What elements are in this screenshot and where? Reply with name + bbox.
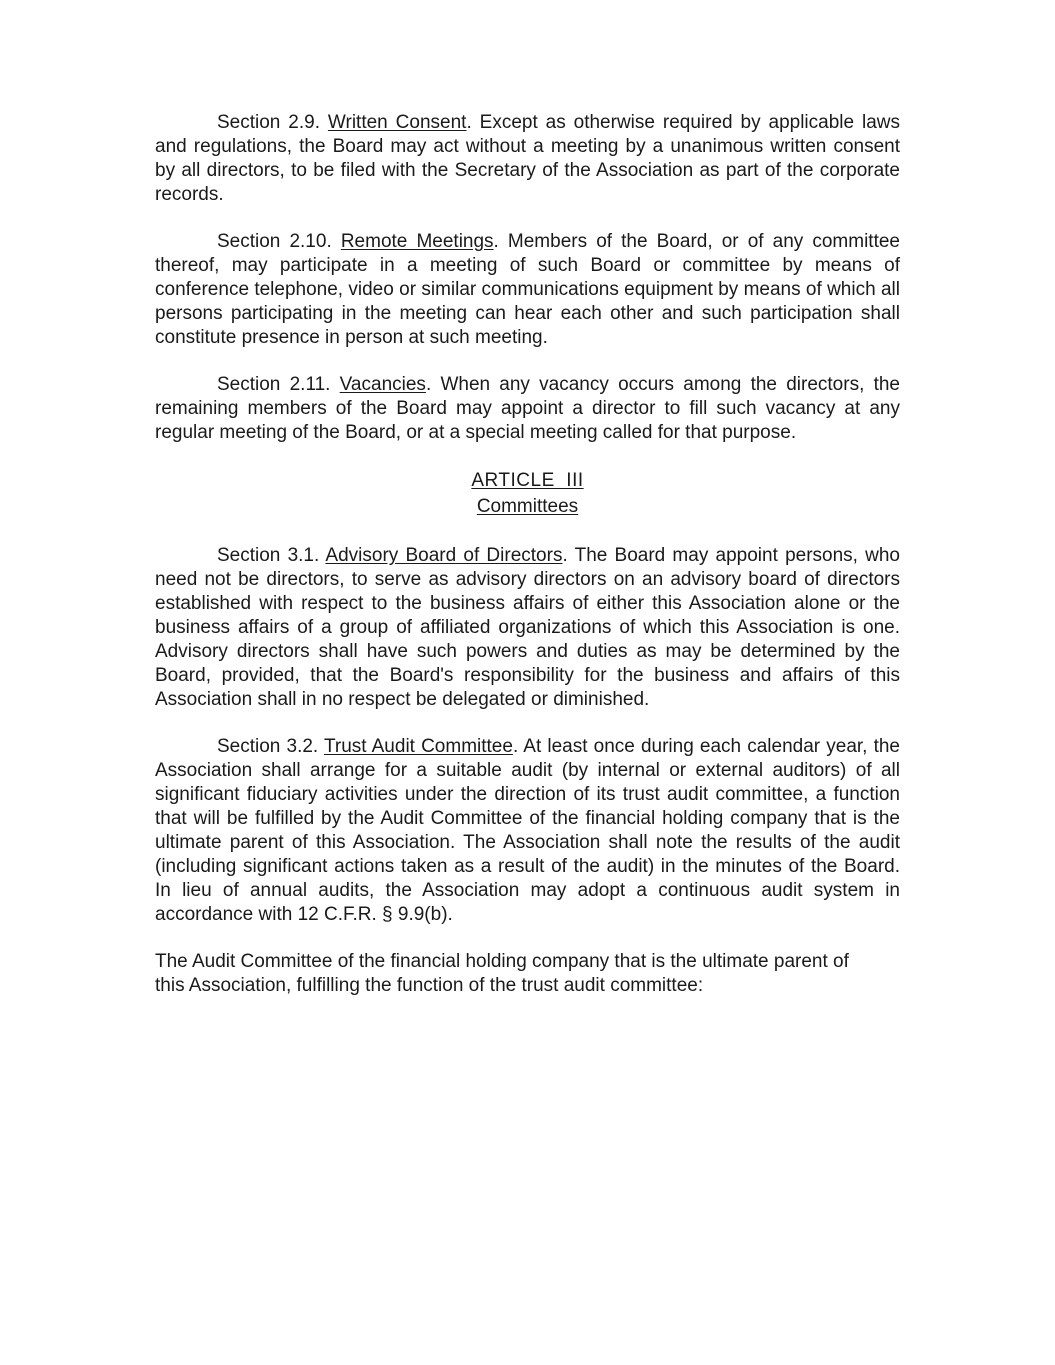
section-2-11-prefix: Section 2.11. xyxy=(217,374,340,395)
section-3-1-title: Advisory Board of Directors xyxy=(325,545,563,566)
section-2-9 xyxy=(155,111,900,207)
section-2-11-body: . When any vacancy occurs among the directors, the remaining members of the Board may appoint a director to fill such vacancy at any regular meeting of the Board, or at a special meeting called for that purpose. xyxy=(155,374,900,443)
section-3-2-title: Trust Audit Committee xyxy=(323,736,513,757)
section-3-2-body: . At least once during each calendar year, the Association shall arrange for a suitable audit (by internal or external auditors) of all significant fiduciary activities under the direction of its trust audit committee, a function that will be fulfilled by the Audit Committee of the financial holding company that is the ultimate parent of this Association. The Association shall note the results of the audit (including significant actions taken as a result of the audit) in the minutes of the Board. In lieu of annual audits, the Association may adopt a continuous audit system in accordance with 12 C.F.R. § 9.9(b). xyxy=(155,736,900,925)
section-2-9-title: Written Consent xyxy=(327,112,467,133)
section-2-10-prefix: Section 2.10. xyxy=(217,231,341,252)
article-subtitle: Committees xyxy=(476,496,579,517)
section-2-11-title: Vacancies xyxy=(339,374,426,395)
closing-line-1: The Audit Committee of the financial holding company that is the ultimate parent of xyxy=(155,951,849,972)
section-3-1 xyxy=(155,544,900,712)
section-2-10 xyxy=(155,230,900,350)
article-title: ARTICLE III xyxy=(471,470,584,491)
article-heading xyxy=(155,468,900,520)
closing-paragraph xyxy=(155,950,900,998)
section-3-1-prefix: Section 3.1. xyxy=(217,545,326,566)
section-2-11 xyxy=(155,373,900,445)
section-2-10-body: . Members of the Board, or of any committee thereof, may participate in a meeting of such Board or committee by means of conference telephone, video or similar communications equipment by means of which all persons participating in the meeting can hear each other and such participation shall constitute presence in person at such meeting. xyxy=(155,231,900,348)
section-3-1-body: . The Board may appoint persons, who need not be directors, to serve as advisory directors on an advisory board of directors established with respect to the business affairs of either this Association alone or the business affairs of a group of affiliated organizations of which this Association is one. Advisory directors shall have such powers and duties as may be determined by the Board, provided, that the Board's responsibility for the business and affairs of this Association shall in no respect be delegated or diminished. xyxy=(155,545,900,710)
section-2-9-prefix: Section 2.9. xyxy=(217,112,328,133)
section-2-9-body: . Except as otherwise required by applicable laws and regulations, the Board may act without a meeting by a unanimous written consent by all directors, to be filed with the Secretary of the Association as part of the corporate records. xyxy=(155,112,900,205)
section-3-2-prefix: Section 3.2. xyxy=(217,736,324,757)
section-3-2 xyxy=(155,735,900,927)
document-page xyxy=(155,111,900,1021)
section-2-10-title: Remote Meetings xyxy=(340,231,494,252)
closing-line-2: this Association, fulfilling the function of the trust audit committee: xyxy=(155,975,704,996)
